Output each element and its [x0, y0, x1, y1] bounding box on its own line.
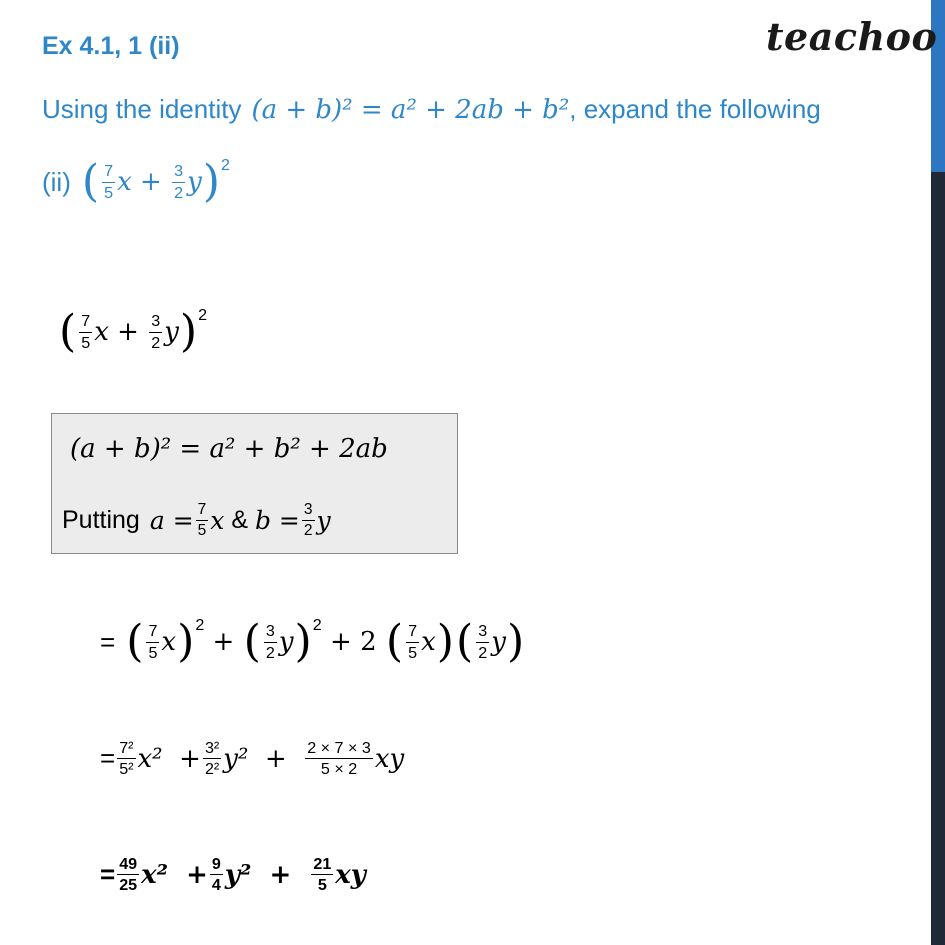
question-line	[42, 94, 821, 125]
fraction-b: $\frac{3}{2}$	[174, 162, 184, 202]
teachoo-logo: teachoo	[766, 14, 938, 59]
exercise-title: Ex 4.1, 1 (ii)	[42, 32, 180, 60]
question-identity: (a + b)² = a² + 2ab + b²	[251, 94, 570, 125]
question-intro: Using the identity	[42, 94, 242, 124]
fraction-a: $\frac{7}{5}$	[104, 162, 114, 202]
identity-hint-box	[51, 413, 458, 554]
hint-identity: (a + b)² = a² + b² + 2ab	[70, 434, 388, 464]
question-part: (ii) ( $\frac{7}{5}$ x + $\frac{3}{2}$ y ) 2	[42, 156, 230, 207]
part-label: (ii)	[42, 166, 71, 197]
step-1: = ( $\frac{7}{5}$ x ) 2 + ( $\frac{3}{2}$ y ) 2 + 2 ( $\frac{7}{5}$ x ) ( $\frac{3}{2}$ y )	[100, 616, 525, 667]
step-2: = $\frac{\text{7²}}{\text{5²}}$ x² + $\frac{\text{3²}}{\text{2²}}$ y² + $\frac{2 \times 7 \times 3}{5 \times 2}$ xy	[100, 739, 405, 779]
step-3-final-answer: = $\frac{49}{25}$ x² + $\frac{9}{4}$ y² + $\frac{21}{5}$ xy	[100, 855, 366, 895]
solution-expression: ( $\frac{7}{5}$ x + $\frac{3}{2}$ y ) 2	[59, 306, 208, 357]
hint-putting: Putting a = $\frac{7}{5}$ x & b = $\frac{3}{2}$ y	[62, 501, 331, 539]
question-suffix: , expand the following	[569, 94, 821, 124]
